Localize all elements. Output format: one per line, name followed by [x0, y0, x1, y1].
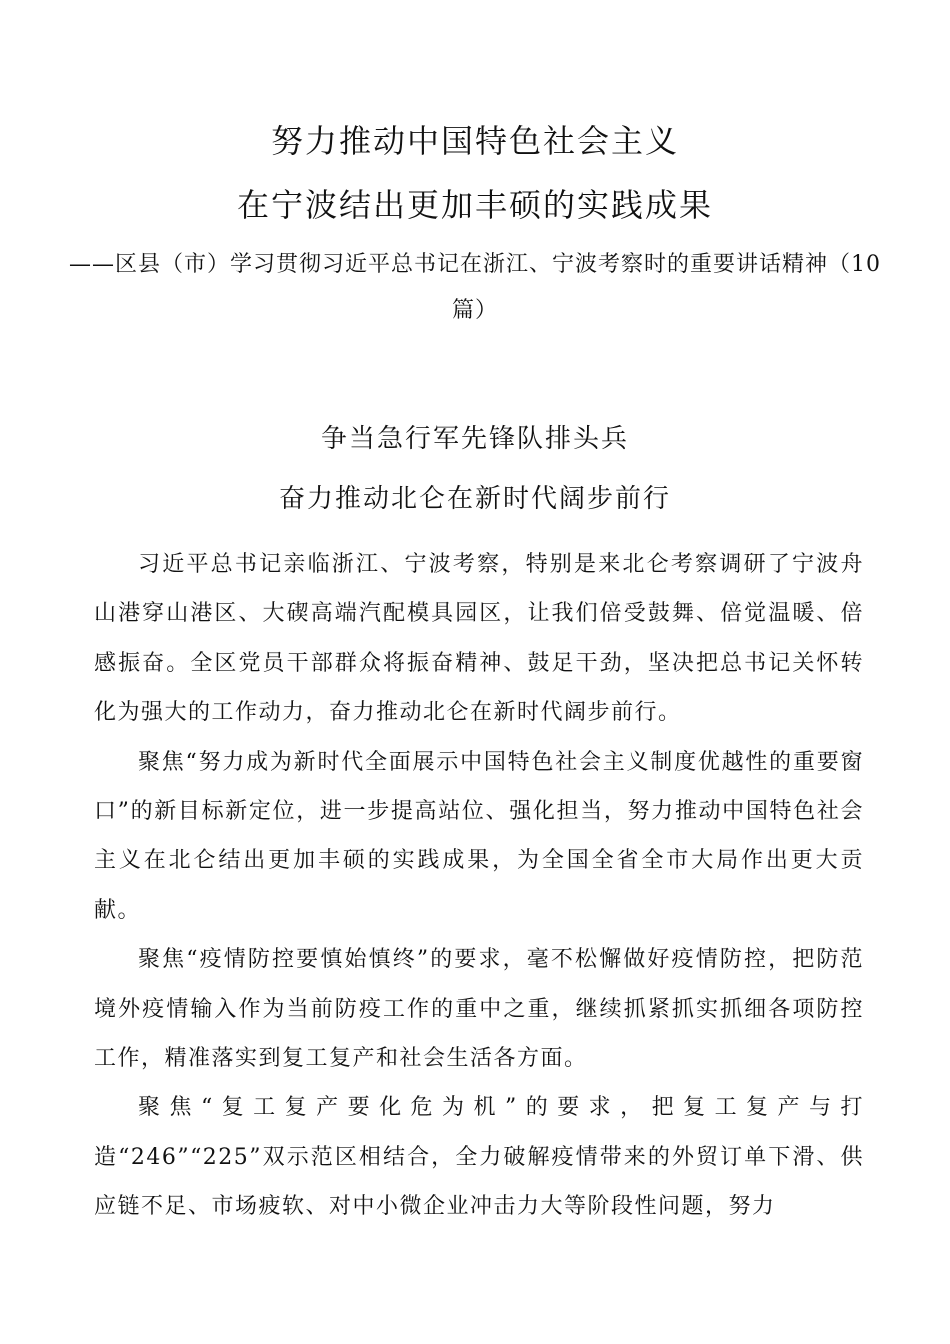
article-title-line-1: 争当急行军先锋队排头兵 [320, 424, 629, 454]
paragraph: 习近平总书记亲临浙江、宁波考察，特别是来北仑考察调研了宁波舟山港穿山港区、大碶高端汽配模具园区，让我们倍受鼓舞、倍觉温暖、倍感振奋。全区党员干部群众将振奋精神、鼓足干劲，坚决把总书记关怀转化为强大的工作动力，奋力推动北仑在新时代阔步前行。 [94, 552, 864, 726]
paragraph: 聚焦“复工复产要化危为机”的要求，把复工复产与打造“246”“225”双示范区相结合，全力破解疫情带来的外贸订单下滑、供应链不足、市场疲软、对中小微企业冲击力大等阶段性问题，努力 [94, 1095, 864, 1220]
document-title-line-2: 在宁波结出更加丰硕的实践成果 [236, 186, 713, 224]
paragraph: 聚焦“疫情防控要慎始慎终”的要求，毫不松懈做好疫情防控，把防范境外疫情输入作为当前防疫工作的重中之重，继续抓紧抓实抓细各项防控工作，精准落实到复工复产和社会生活各方面。 [94, 947, 864, 1072]
document-title-line-1: 努力推动中国特色社会主义 [270, 122, 679, 160]
article-title-line-2: 奋力推动北仑在新时代阔步前行 [278, 484, 671, 514]
document-subtitle: ——区县（市）学习贯彻习近平总书记在浙江、宁波考察时的重要讲话精神（10篇） [69, 252, 881, 323]
article-body [94, 540, 864, 1232]
paragraph: 聚焦“努力成为新时代全面展示中国特色社会主义制度优越性的重要窗口”的新目标新定位，进一步提高站位、强化担当，努力推动中国特色社会主义在北仑结出更加丰硕的实践成果，为全国全省全市大局作出更大贡献。 [94, 749, 864, 923]
